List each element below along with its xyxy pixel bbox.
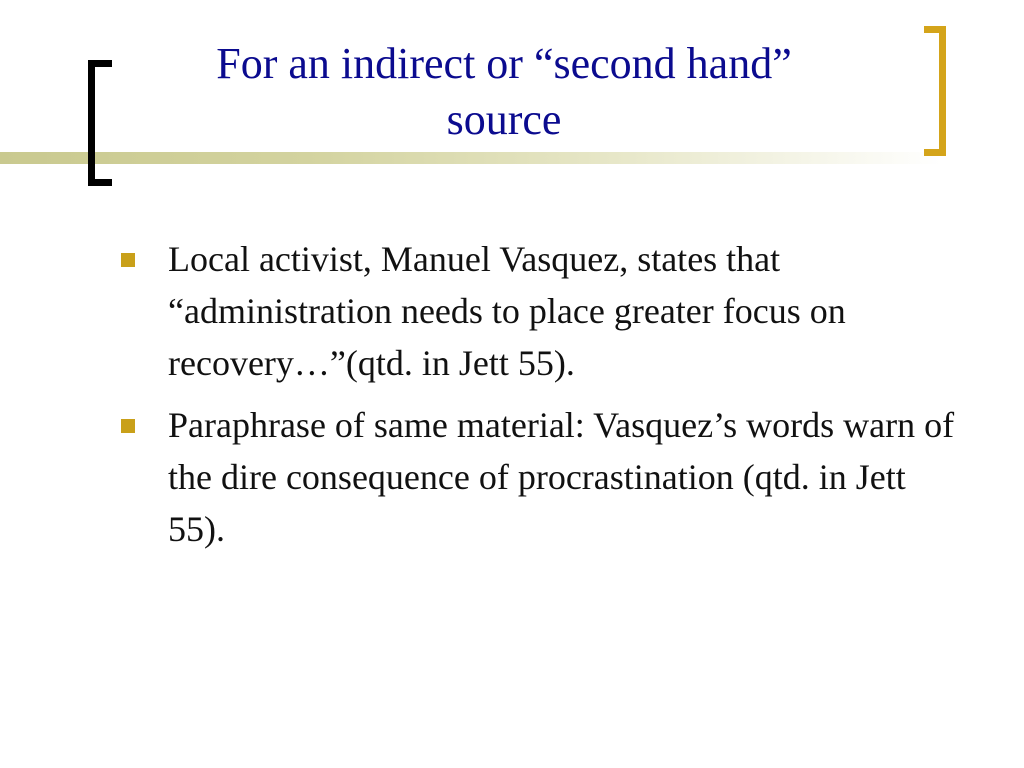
bullet-item-quote — [117, 233, 957, 389]
slide-title — [150, 36, 858, 148]
right-bracket-decoration — [924, 26, 946, 156]
slide-title-line-2: source — [446, 95, 562, 144]
bullet-item-paraphrase — [117, 399, 957, 555]
left-bracket-decoration — [88, 60, 112, 186]
square-bullet-icon — [121, 253, 135, 267]
title-underline-rule — [0, 152, 1024, 164]
bullet-text-paraphrase: Paraphrase of same material: Vasquez’s words warn of the dire consequence of procrastination (qtd. in Jett 55). — [168, 405, 955, 549]
bullet-text-quote: Local activist, Manuel Vasquez, states that “administration needs to place greater focus on recovery…”(qtd. in Jett 55). — [168, 239, 846, 383]
square-bullet-icon — [121, 419, 135, 433]
slide-title-line-1: For an indirect or “second hand” — [216, 39, 792, 88]
bullet-list — [117, 233, 957, 565]
